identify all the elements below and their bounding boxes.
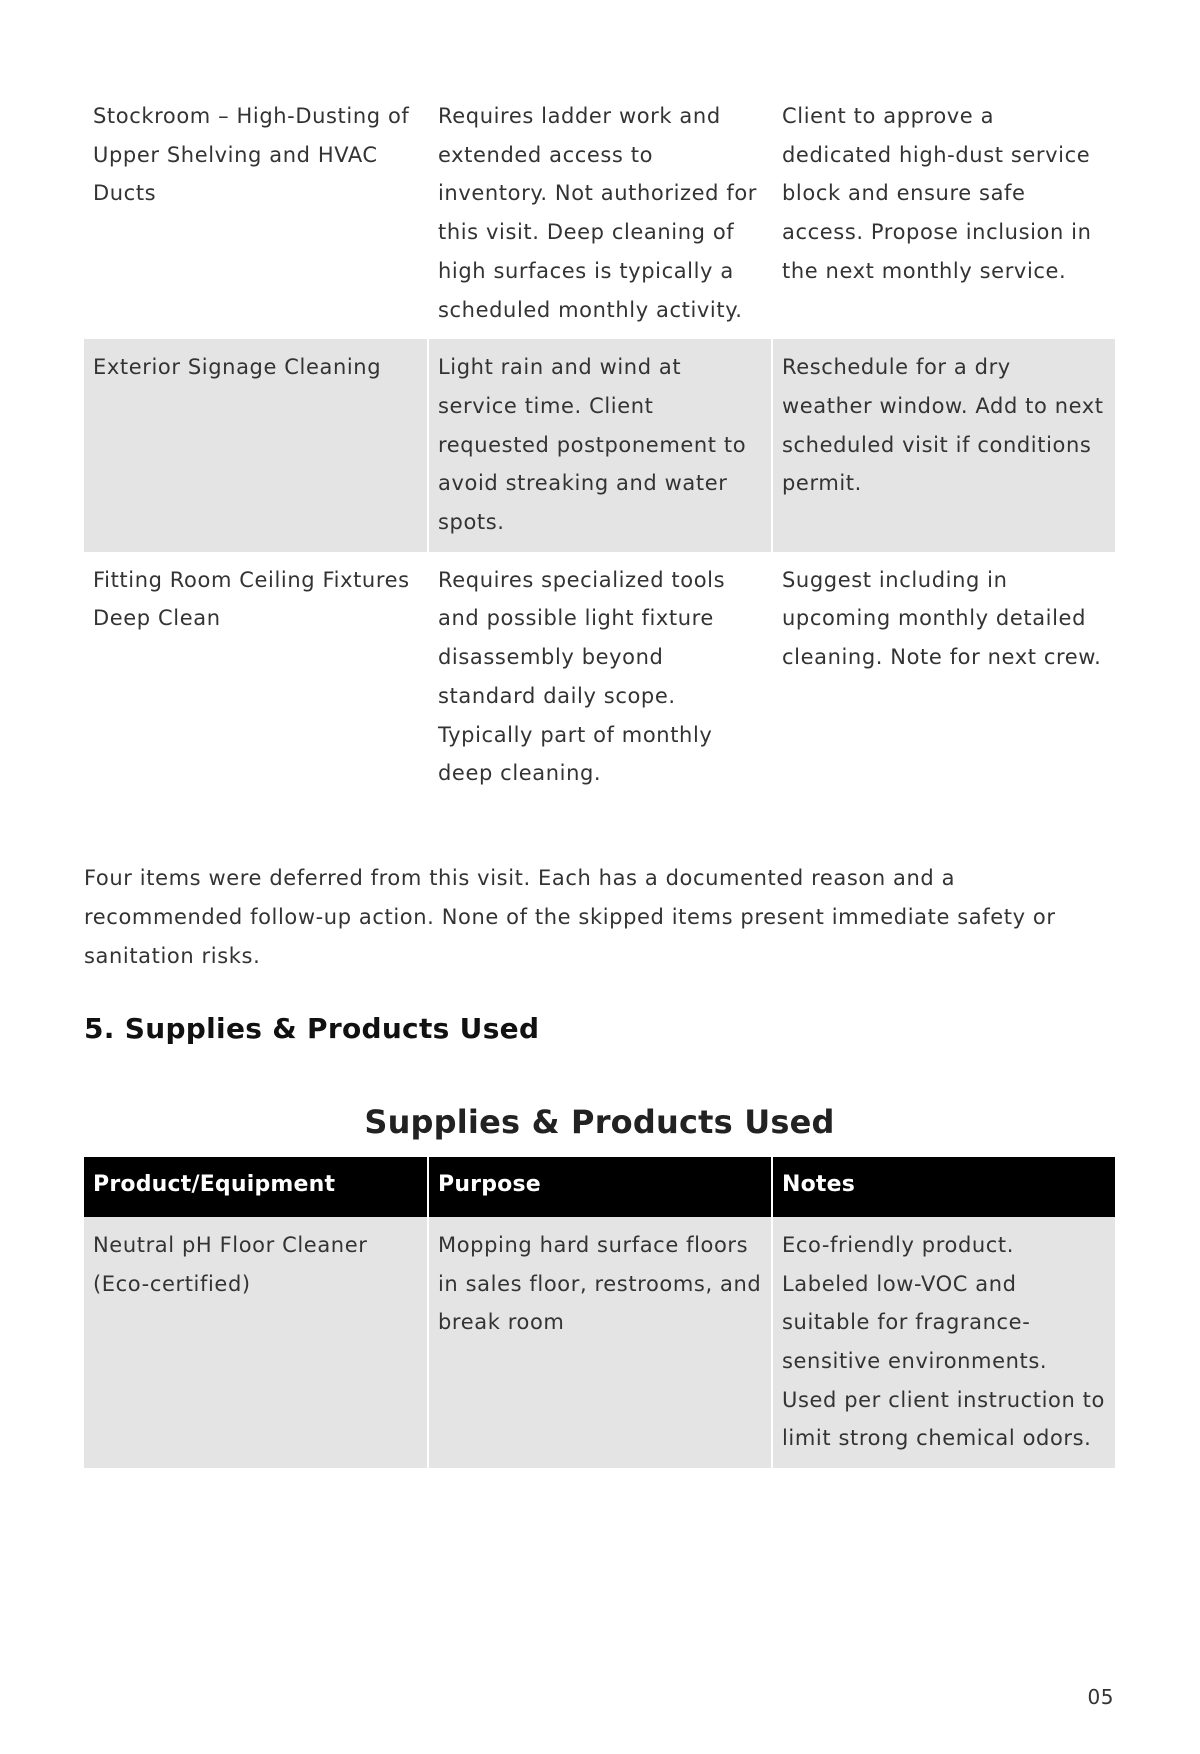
table-row <box>84 1217 1115 1468</box>
table-header-row <box>84 1157 1115 1217</box>
deferred-reason-cell: Requires ladder work and extended access to inventory. Not authorized for this visit. Deep cleaning of high surfaces is typically a scheduled monthly activity. <box>428 88 772 339</box>
supplies-table <box>84 1157 1115 1468</box>
table-row <box>84 339 1115 552</box>
deferred-action-cell: Reschedule for a dry weather window. Add to next scheduled visit if conditions permit. <box>772 339 1115 552</box>
page-number: 05 <box>1087 1685 1114 1709</box>
deferred-items-table <box>84 88 1115 803</box>
deferred-action-cell: Suggest including in upcoming monthly detailed cleaning. Note for next crew. <box>772 552 1115 803</box>
deferred-item-cell: Exterior Signage Cleaning <box>84 339 428 552</box>
section-heading: 5. Supplies & Products Used <box>84 1011 540 1045</box>
summary-paragraph: Four items were deferred from this visit. Each has a documented reason and a recommended follow-up action. None of the skipped items present immediate safety or sanitation risks. <box>84 865 1056 968</box>
notes-cell: Eco-friendly product. Labeled low-VOC and suitable for fragrance-sensitive environments. Used per client instruction to limit strong chemical odors. <box>772 1217 1115 1468</box>
deferred-item-cell: Stockroom – High-Dusting of Upper Shelving and HVAC Ducts <box>84 88 428 339</box>
deferred-item-cell: Fitting Room Ceiling Fixtures Deep Clean <box>84 552 428 803</box>
deferred-action-cell: Client to approve a dedicated high-dust service block and ensure safe access. Propose inclusion in the next monthly service. <box>772 88 1115 339</box>
supplies-table-title: Supplies & Products Used <box>364 1102 835 1141</box>
column-header-purpose: Purpose <box>428 1157 772 1217</box>
product-cell: Neutral pH Floor Cleaner (Eco-certified) <box>84 1217 428 1468</box>
column-header-notes: Notes <box>772 1157 1115 1217</box>
page-content <box>84 88 1115 1468</box>
purpose-cell: Mopping hard surface floors in sales floor, restrooms, and break room <box>428 1217 772 1468</box>
column-header-product: Product/Equipment <box>84 1157 428 1217</box>
table-row <box>84 552 1115 803</box>
deferred-reason-cell: Requires specialized tools and possible light fixture disassembly beyond standard daily scope. Typically part of monthly deep cleaning. <box>428 552 772 803</box>
table-row <box>84 88 1115 339</box>
deferred-reason-cell: Light rain and wind at service time. Client requested postponement to avoid streaking and water spots. <box>428 339 772 552</box>
